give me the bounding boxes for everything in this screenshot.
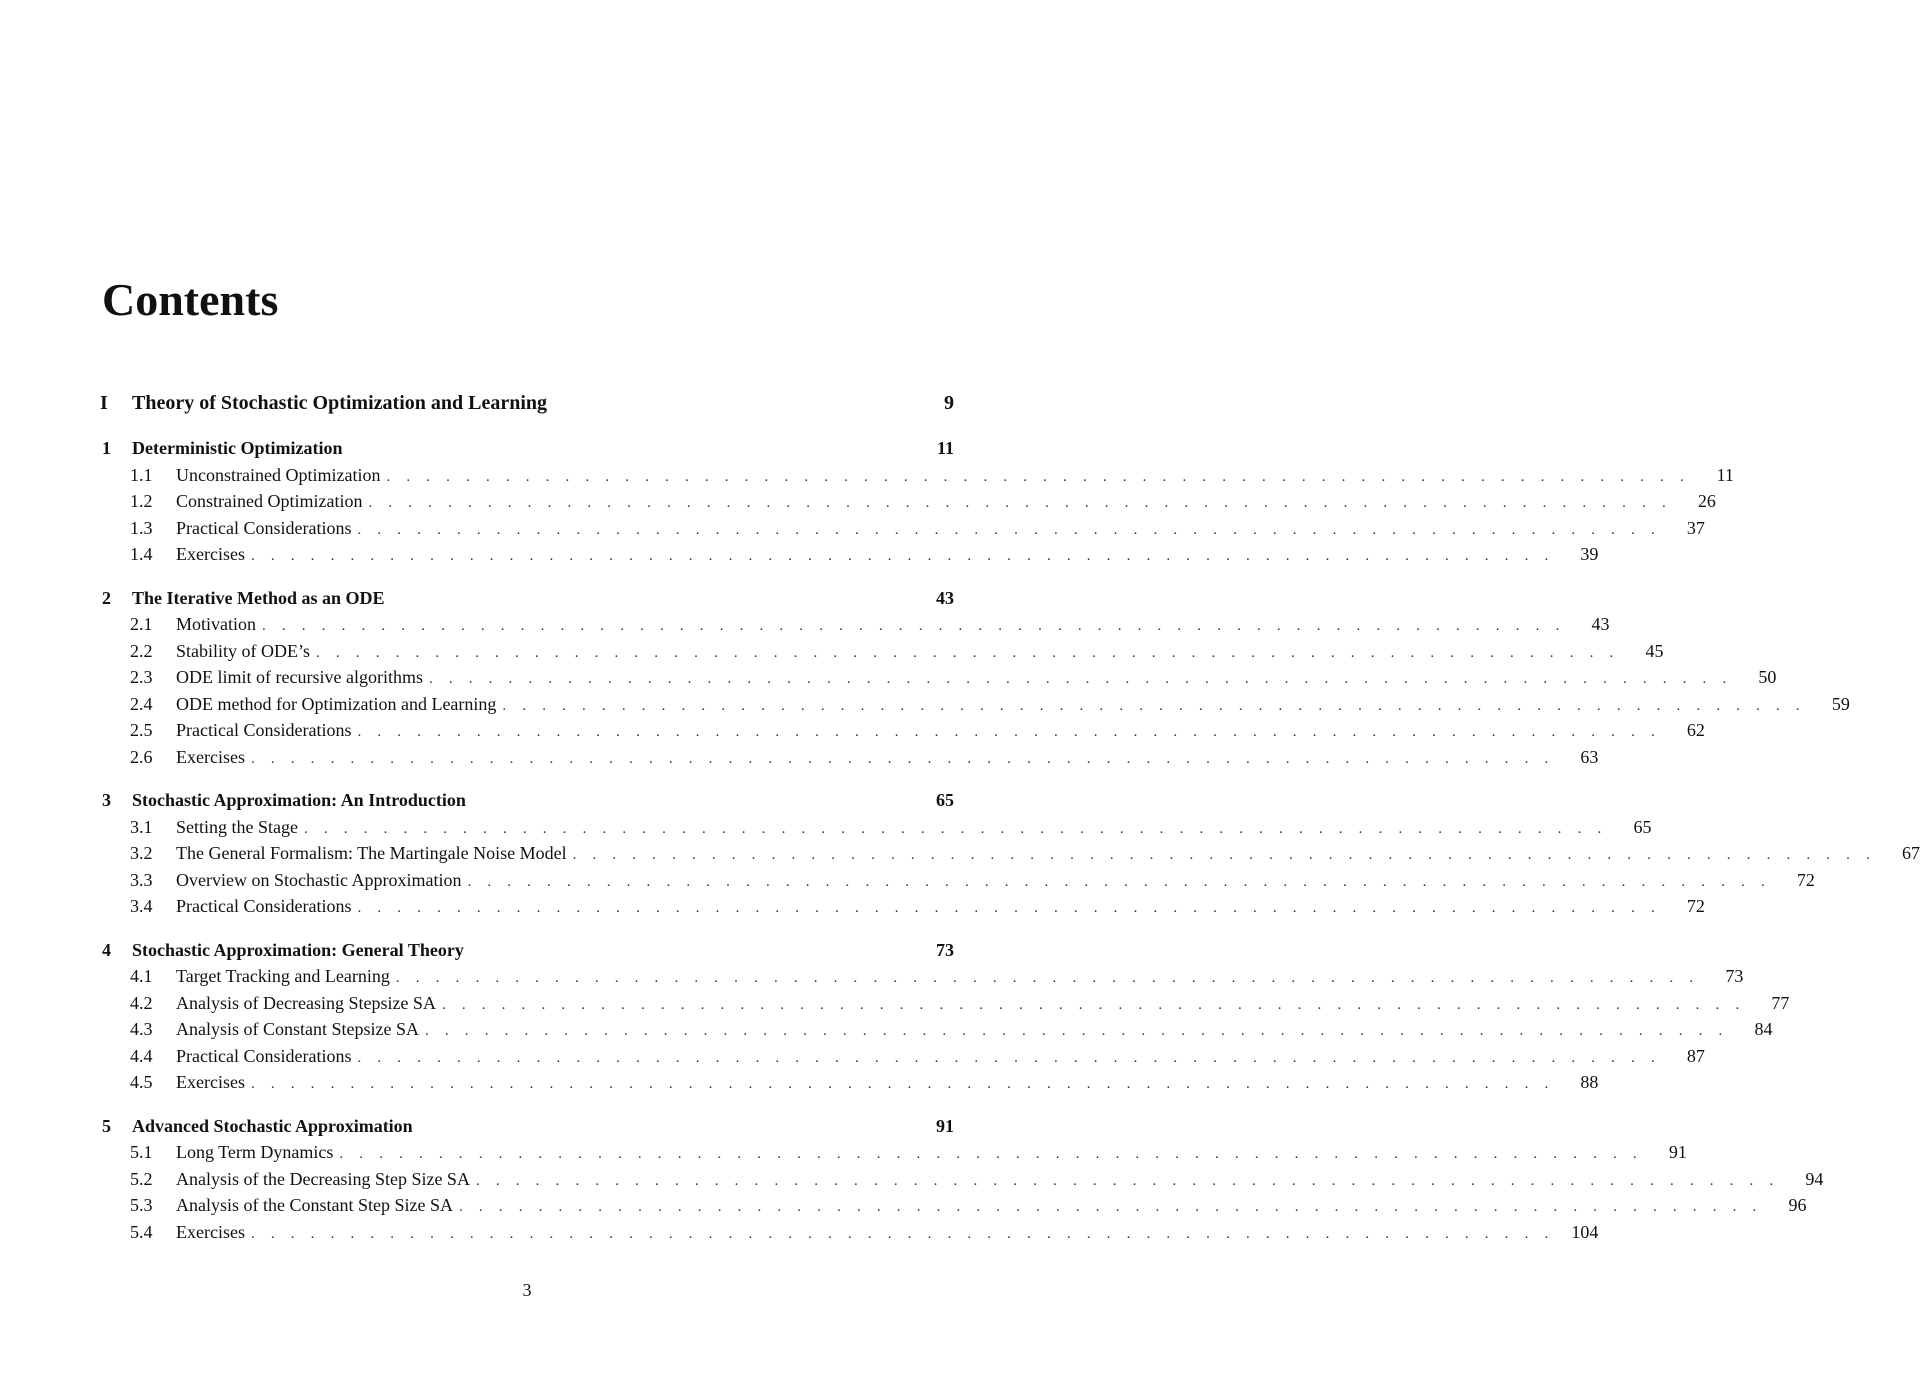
section-number: 5.2 — [130, 1168, 153, 1189]
chapter-title: Advanced Stochastic Approximation — [132, 1115, 413, 1136]
section-title: Analysis of Decreasing Stepsize SA — [176, 992, 436, 1013]
toc-section-entry[interactable] — [100, 1192, 1807, 1219]
section-page-number: 62 — [1686, 720, 1705, 740]
part-page-number: 9 — [944, 392, 954, 414]
section-number: 3.1 — [130, 816, 153, 837]
toc-section-entry[interactable] — [100, 840, 1920, 867]
section-number: 2.4 — [130, 693, 153, 714]
section-number: 2.3 — [130, 667, 153, 687]
chapter-title: Stochastic Approximation: General Theory — [132, 939, 464, 960]
section-number: 5.1 — [130, 1142, 153, 1162]
section-title: Long Term Dynamics — [176, 1142, 334, 1162]
dot-leader: . . . . . . . . . . . . . . . . . . . . . . . . . . . . . . . . . . . . . . . . . . . . . . . . . . . . . . . . . . . . . . . . . . — [339, 1146, 1643, 1162]
dot-leader: . . . . . . . . . . . . . . . . . . . . . . . . . . . . . . . . . . . . . . . . . . . . . . . . . . . . . . . . . . . . . . . . . . — [357, 724, 1661, 740]
section-title: Exercises — [176, 544, 245, 564]
chapter-title: The Iterative Method as an ODE — [132, 587, 385, 608]
dot-leader: . . . . . . . . . . . . . . . . . . . . . . . . . . . . . . . . . . . . . . . . . . . . . . . . . . . . . . . . . . . . . . . . . . — [250, 750, 1555, 767]
chapter-title: Stochastic Approximation: An Introduction — [132, 790, 466, 810]
section-page-number: 67 — [1902, 843, 1920, 863]
dot-leader: . . . . . . . . . . . . . . . . . . . . . . . . . . . . . . . . . . . . . . . . . . . . . . . . . . . . . . . . . . . . . . . . . . — [441, 996, 1746, 1013]
dot-leader: . . . . . . . . . . . . . . . . . . . . . . . . . . . . . . . . . . . . . . . . . . . . . . . . . . . . . . . . . . . . . . . . . . — [572, 847, 1877, 863]
chapter-number: 5 — [102, 1115, 111, 1136]
section-title: Exercises — [176, 1221, 245, 1242]
chapter-page-number: 43 — [936, 587, 954, 608]
section-number: 1.2 — [130, 491, 153, 511]
section-number: 5.4 — [130, 1221, 153, 1242]
section-number: 2.2 — [130, 640, 153, 661]
toc-section-entry[interactable] — [100, 893, 1705, 920]
section-page-number: 11 — [1716, 464, 1734, 485]
section-title: The General Formalism: The Martingale Noise Model — [176, 843, 567, 863]
dot-leader: . . . . . . . . . . . . . . . . . . . . . . . . . . . . . . . . . . . . . . . . . . . . . . . . . . . . . . . . . . . . . . . . . . — [357, 900, 1661, 916]
section-title: Analysis of the Decreasing Step Size SA — [176, 1168, 470, 1189]
section-number: 2.5 — [130, 720, 153, 740]
section-page-number: 72 — [1686, 896, 1705, 916]
part-title: Theory of Stochastic Optimization and Learning — [132, 392, 548, 414]
section-number: 3.2 — [130, 843, 153, 863]
section-title: Practical Considerations — [176, 1045, 352, 1066]
toc-section-entry[interactable] — [100, 515, 1705, 542]
section-page-number: 104 — [1571, 1221, 1599, 1242]
toc-section-entry[interactable] — [100, 638, 1664, 665]
section-title: Constrained Optimization — [176, 491, 363, 511]
section-page-number: 45 — [1645, 640, 1664, 661]
section-page-number: 65 — [1633, 816, 1652, 837]
chapter-page-number: 73 — [936, 939, 954, 960]
section-title: Overview on Stochastic Approximation — [176, 869, 462, 890]
section-number: 1.3 — [130, 517, 153, 538]
toc-section-entry[interactable] — [100, 1219, 1599, 1246]
section-title: Practical Considerations — [176, 720, 352, 740]
toc-section-entry[interactable] — [100, 611, 1610, 638]
dot-leader: . . . . . . . . . . . . . . . . . . . . . . . . . . . . . . . . . . . . . . . . . . . . . . . . . . . . . . . . . . . . . . . . . . — [250, 1225, 1555, 1242]
section-page-number: 77 — [1771, 992, 1790, 1013]
chapter-page-number: 91 — [936, 1115, 954, 1136]
toc-section-entry[interactable] — [100, 691, 1850, 718]
section-page-number: 84 — [1754, 1019, 1773, 1039]
section-number: 3.4 — [130, 896, 153, 916]
toc-section-entry[interactable] — [100, 963, 1744, 990]
dot-leader: . . . . . . . . . . . . . . . . . . . . . . . . . . . . . . . . . . . . . . . . . . . . . . . . . . . . . . . . . . . . . . . . . . — [395, 970, 1700, 986]
section-number: 4.1 — [130, 966, 153, 986]
section-page-number: 72 — [1796, 869, 1815, 890]
toc-section-entry[interactable] — [100, 744, 1599, 771]
toc-part-entry[interactable] — [100, 388, 954, 418]
section-number: 4.2 — [130, 992, 153, 1013]
section-page-number: 94 — [1805, 1168, 1824, 1189]
toc-section-entry[interactable] — [100, 488, 1716, 515]
dot-leader: . . . . . . . . . . . . . . . . . . . . . . . . . . . . . . . . . . . . . . . . . . . . . . . . . . . . . . . . . . . . . . . . . . — [316, 644, 1620, 661]
dot-leader: . . . . . . . . . . . . . . . . . . . . . . . . . . . . . . . . . . . . . . . . . . . . . . . . . . . . . . . . . . . . . . . . . . — [303, 820, 1608, 837]
section-page-number: 50 — [1758, 667, 1777, 687]
section-title: Practical Considerations — [176, 517, 352, 538]
section-page-number: 43 — [1591, 614, 1610, 634]
toc-chapter-entry[interactable] — [100, 585, 954, 612]
section-title: Analysis of the Constant Step Size SA — [176, 1195, 453, 1215]
section-title: Practical Considerations — [176, 896, 352, 916]
chapter-list — [100, 435, 1920, 1245]
toc-chapter — [100, 787, 1920, 920]
section-number: 1.1 — [130, 464, 153, 485]
toc-section-entry[interactable] — [100, 814, 1652, 841]
toc-chapter-entry[interactable] — [100, 787, 954, 814]
section-number: 3.3 — [130, 869, 153, 890]
section-title: Stability of ODE’s — [176, 640, 310, 661]
toc-section-entry[interactable] — [100, 541, 1599, 568]
section-page-number: 91 — [1668, 1142, 1687, 1162]
section-number: 4.4 — [130, 1045, 153, 1066]
section-page-number: 37 — [1686, 517, 1705, 538]
toc-chapter — [100, 1113, 1824, 1246]
toc-chapter-entry[interactable] — [100, 1113, 954, 1140]
section-page-number: 26 — [1697, 491, 1716, 511]
section-title: Analysis of Constant Stepsize SA — [176, 1019, 419, 1039]
dot-leader: . . . . . . . . . . . . . . . . . . . . . . . . . . . . . . . . . . . . . . . . . . . . . . . . . . . . . . . . . . . . . . . . . . — [368, 495, 1672, 511]
section-page-number: 39 — [1580, 544, 1599, 564]
section-page-number: 59 — [1831, 693, 1850, 714]
toc-section-entry[interactable] — [100, 1139, 1687, 1166]
dot-leader: . . . . . . . . . . . . . . . . . . . . . . . . . . . . . . . . . . . . . . . . . . . . . . . . . . . . . . . . . . . . . . . . . . — [425, 1023, 1729, 1039]
chapter-number: 4 — [102, 939, 111, 960]
table-of-contents — [100, 388, 1920, 1245]
toc-section-entry[interactable] — [100, 1069, 1599, 1096]
dot-leader: . . . . . . . . . . . . . . . . . . . . . . . . . . . . . . . . . . . . . . . . . . . . . . . . . . . . . . . . . . . . . . . . . . — [502, 697, 1806, 714]
chapter-number: 1 — [102, 438, 111, 458]
section-page-number: 87 — [1686, 1045, 1705, 1066]
section-number: 2.1 — [130, 614, 153, 634]
section-page-number: 88 — [1580, 1072, 1599, 1092]
section-number: 1.4 — [130, 544, 153, 564]
section-title: Motivation — [176, 614, 256, 634]
section-title: ODE limit of recursive algorithms — [176, 667, 423, 687]
toc-section-entry[interactable] — [100, 990, 1790, 1017]
section-page-number: 73 — [1725, 966, 1744, 986]
dot-leader: . . . . . . . . . . . . . . . . . . . . . . . . . . . . . . . . . . . . . . . . . . . . . . . . . . . . . . . . . . . . . . . . . . — [357, 1049, 1661, 1066]
dot-leader: . . . . . . . . . . . . . . . . . . . . . . . . . . . . . . . . . . . . . . . . . . . . . . . . . . . . . . . . . . . . . . . . . . — [475, 1172, 1780, 1189]
toc-section-entry[interactable] — [100, 664, 1777, 691]
section-title: Exercises — [176, 1072, 245, 1092]
section-title: Exercises — [176, 746, 245, 767]
page-footer-number: 3 — [522, 1280, 532, 1300]
dot-leader: . . . . . . . . . . . . . . . . . . . . . . . . . . . . . . . . . . . . . . . . . . . . . . . . . . . . . . . . . . . . . . . . . . — [467, 873, 1771, 890]
toc-section-entry[interactable] — [100, 462, 1734, 489]
part-number: I — [100, 392, 108, 414]
dot-leader: . . . . . . . . . . . . . . . . . . . . . . . . . . . . . . . . . . . . . . . . . . . . . . . . . . . . . . . . . . . . . . . . . . — [250, 548, 1555, 564]
dot-leader: . . . . . . . . . . . . . . . . . . . . . . . . . . . . . . . . . . . . . . . . . . . . . . . . . . . . . . . . . . . . . . . . . . — [428, 671, 1733, 687]
section-number: 5.3 — [130, 1195, 153, 1215]
section-title: ODE method for Optimization and Learning — [176, 693, 497, 714]
toc-chapter — [100, 585, 1850, 771]
toc-section-entry[interactable] — [100, 717, 1705, 744]
section-page-number: 96 — [1788, 1195, 1807, 1215]
page-title: Contents — [102, 274, 279, 325]
toc-section-entry[interactable] — [100, 1166, 1824, 1193]
section-page-number: 63 — [1580, 746, 1599, 767]
toc-chapter-entry[interactable] — [100, 435, 954, 462]
toc-chapter — [100, 937, 1790, 1096]
chapter-number: 3 — [102, 790, 111, 810]
dot-leader: . . . . . . . . . . . . . . . . . . . . . . . . . . . . . . . . . . . . . . . . . . . . . . . . . . . . . . . . . . . . . . . . . . — [357, 521, 1661, 538]
toc-chapter-entry[interactable] — [100, 937, 954, 964]
toc-chapter — [100, 435, 1734, 568]
dot-leader: . . . . . . . . . . . . . . . . . . . . . . . . . . . . . . . . . . . . . . . . . . . . . . . . . . . . . . . . . . . . . . . . . . — [262, 618, 1566, 634]
section-title: Setting the Stage — [176, 816, 298, 837]
chapter-page-number: 11 — [936, 438, 954, 458]
chapter-page-number: 65 — [936, 790, 954, 810]
toc-section-entry[interactable] — [100, 1016, 1773, 1043]
toc-section-entry[interactable] — [100, 1043, 1705, 1070]
dot-leader: . . . . . . . . . . . . . . . . . . . . . . . . . . . . . . . . . . . . . . . . . . . . . . . . . . . . . . . . . . . . . . . . . . — [459, 1199, 1763, 1215]
section-number: 4.5 — [130, 1072, 153, 1092]
toc-section-entry[interactable] — [100, 867, 1815, 894]
section-title: Unconstrained Optimization — [176, 464, 381, 485]
chapter-number: 2 — [102, 587, 111, 608]
chapter-title: Deterministic Optimization — [132, 438, 343, 458]
dot-leader: . . . . . . . . . . . . . . . . . . . . . . . . . . . . . . . . . . . . . . . . . . . . . . . . . . . . . . . . . . . . . . . . . . — [386, 468, 1690, 485]
dot-leader: . . . . . . . . . . . . . . . . . . . . . . . . . . . . . . . . . . . . . . . . . . . . . . . . . . . . . . . . . . . . . . . . . . — [250, 1076, 1555, 1092]
section-title: Target Tracking and Learning — [176, 966, 390, 986]
section-number: 4.3 — [130, 1019, 153, 1039]
section-number: 2.6 — [130, 746, 153, 767]
